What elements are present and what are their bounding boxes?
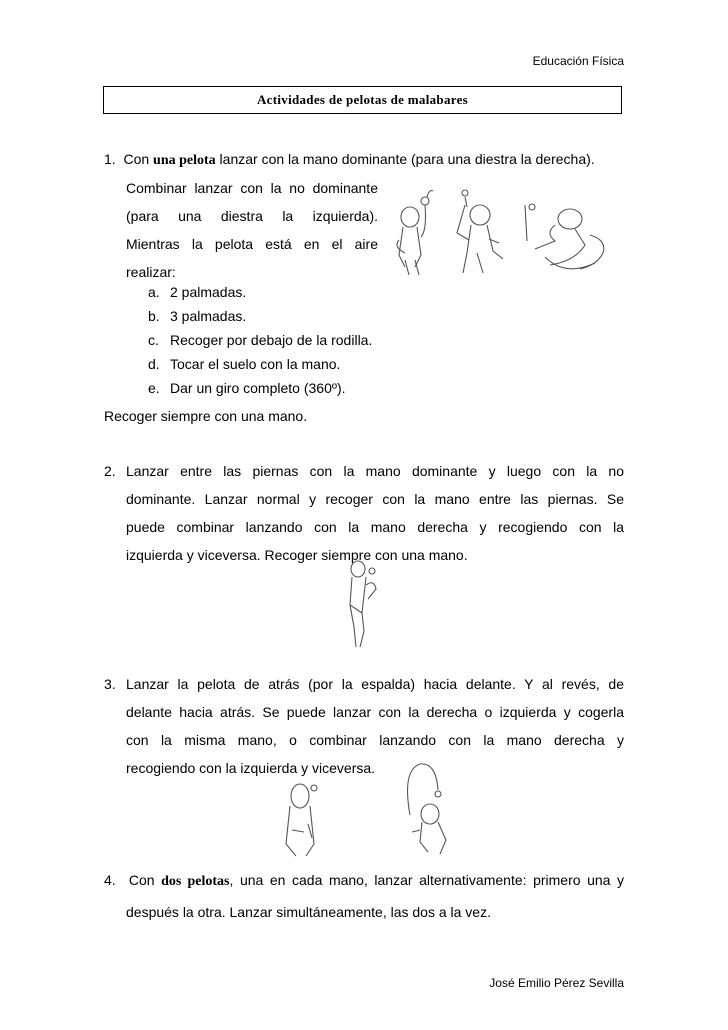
subitem-text: 3 palmadas. (170, 308, 247, 324)
item-3-number: 3. (104, 676, 116, 692)
item-1-bold: una pelota (153, 153, 216, 168)
item-3-line-4: recogiendo con la izquierda y viceversa. (126, 760, 376, 776)
subitem-letter: d. (148, 356, 160, 372)
subitem-letter: a. (148, 284, 160, 300)
item-2-line-1: Lanzar entre las piernas con la mano dominante y luego con la no (126, 463, 624, 479)
header-subject: Educación Física (532, 54, 624, 68)
item-4-bold: dos pelotas (161, 874, 230, 889)
item-4-text-pre: Con (128, 872, 162, 888)
item-4-number: 4. (104, 872, 116, 888)
juggling-figures-illustration-1 (385, 185, 625, 280)
subitem-letter: e. (148, 380, 160, 396)
item-1-line-1: Combinar lanzar con la no dominante (126, 180, 378, 196)
item-2-line-3: puede combinar lanzando con la mano derecha y recogiendo con la (126, 519, 624, 535)
juggling-figures-illustration-3 (270, 760, 470, 860)
subitem-letter: b. (148, 308, 160, 324)
title-box (103, 86, 622, 114)
item-3-line-2: delante hacia atrás. Se puede lanzar con la derecha o izquierda y cogerla (126, 704, 624, 720)
item-1-line-4: realizar: (126, 264, 176, 280)
subitem-letter: c. (148, 332, 159, 348)
item-1-first-line (104, 145, 595, 175)
item-3-line-3: con la misma mano, o combinar lanzando con la mano derecha y (126, 732, 624, 748)
item-4-line-2: después la otra. Lanzar simultáneamente, las dos a la vez. (126, 904, 491, 920)
item-1-closing: Recoger siempre con una mano. (104, 408, 308, 424)
juggling-figure-illustration-2 (340, 555, 390, 655)
subitem-text: Tocar el suelo con la mano. (170, 356, 341, 372)
footer-author: José Emilio Pérez Sevilla (489, 976, 624, 990)
item-1-number: 1. (104, 151, 116, 167)
item-1-line-3: Mientras la pelota está en el aire (126, 236, 378, 252)
item-1-line-2: (para una diestra la izquierda). (126, 208, 378, 224)
subitem-e (148, 374, 346, 402)
document-title: Actividades de pelotas de malabares (256, 92, 469, 107)
item-4-first-line (104, 866, 624, 896)
subitem-text: Recoger por debajo de la rodilla. (170, 332, 373, 348)
item-4-text-post: , una en cada mano, lanzar alternativamente: primero una y (229, 872, 625, 888)
subitem-text: 2 palmadas. (170, 284, 247, 300)
item-2-line-4: izquierda y viceversa. Recoger siempre con una mano. (126, 547, 468, 563)
subitem-text: Dar un giro completo (360º). (170, 380, 346, 396)
item-1-text-pre: Con (123, 151, 154, 167)
item-3-line-1: Lanzar la pelota de atrás (por la espalda) hacia delante. Y al revés, de (126, 676, 624, 692)
item-2-line-2: dominante. Lanzar normal y recoger con la mano entre las piernas. Se (126, 491, 624, 507)
item-1-text-post: lanzar con la mano dominante (para una diestra la derecha). (215, 151, 595, 167)
item-2-number: 2. (104, 463, 116, 479)
